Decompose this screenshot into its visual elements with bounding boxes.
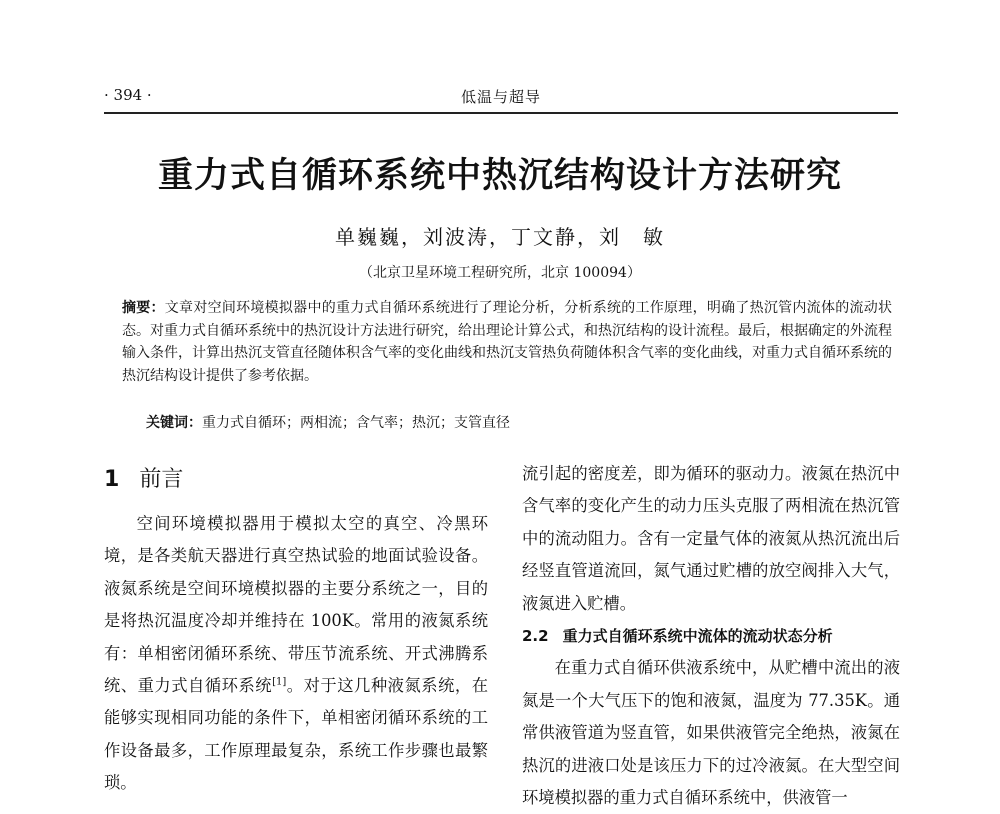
- journal-name: 低温与超导: [460, 88, 541, 106]
- section-heading: [104, 460, 488, 508]
- keywords-label: 关键词：: [146, 415, 202, 431]
- article-title: 重力式自循环系统中热沉结构设计方法研究: [157, 156, 842, 196]
- abstract-label: 摘要：: [122, 300, 165, 316]
- left-column: [104, 460, 488, 800]
- right-column: [522, 458, 900, 814]
- subsection-number: 2.2: [522, 627, 549, 646]
- keywords: [146, 412, 886, 434]
- author-list: 单巍巍，刘波涛，丁文静，刘 敏: [335, 225, 665, 249]
- author-affiliation: （北京卫星环境工程研究所，北京 100094）: [359, 265, 641, 281]
- citation-ref: [1]: [272, 676, 287, 688]
- abstract-text: 文章对空间环境模拟器中的重力式自循环系统进行了理论分析，分析系统的工作原理，明确了热沉管内流体的流动状态。对重力式自循环系统中的热沉设计方法进行研究，给出理论计算公式，和热沉结构的设计流程。最后，根据确定的外流程输入条件，计算出热沉支管直径随体积含气率的变化曲线和热沉支管热负荷随体积含气率的变化曲线，对重力式自循环系统的热沉结构设计提供了参考依据。: [122, 300, 893, 384]
- intro-paragraph: [104, 508, 488, 800]
- running-header: [104, 82, 898, 114]
- subsection-title: 重力式自循环系统中流体的流动状态分析: [562, 627, 833, 646]
- section-title: 前言: [139, 467, 184, 492]
- section-number: 1: [104, 467, 120, 492]
- intro-text-part1: 空间环境模拟器用于模拟太空的真空、冷黑环境，是各类航天器进行真空热试验的地面试验设备。液氮系统是空间环境模拟器的主要分系统之一，目的是将热沉温度冷却并维持在 100K。常用的液氮系统有：单相密闭循环系统、带压节流系统、开式沸腾系统、重力式自循环系统: [104, 514, 488, 696]
- subsection-paragraph: 在重力式自循环供液系统中，从贮槽中流出的液氮是一个大气压下的饱和液氮，温度为 77.35K。通常供液管道为竖直管，如果供液管完全绝热，液氮在热沉的进液口处是该压力下的过冷液氮。在大型空间环境模拟器的重力式自循环系统中，供液管一: [522, 658, 900, 808]
- page-number: · 394 ·: [104, 86, 152, 104]
- subsection-heading: [522, 620, 900, 652]
- intro-text-part2: 。对于这几种液氮系统，在能够实现相同功能的条件下，单相密闭循环系统的工作设备最多，工作原理最复杂，系统工作步骤也最繁琐。: [104, 676, 488, 793]
- abstract: [122, 297, 892, 387]
- keywords-text: 重力式自循环；两相流；含气率；热沉；支管直径: [202, 415, 510, 431]
- continuation-paragraph: 流引起的密度差，即为循环的驱动力。液氮在热沉中含气率的变化产生的动力压头克服了两相流在热沉管中的流动阻力。含有一定量气体的液氮从热沉流出后经竖直管道流回，氮气通过贮槽的放空阀排入大气，液氮进入贮槽。: [522, 464, 900, 613]
